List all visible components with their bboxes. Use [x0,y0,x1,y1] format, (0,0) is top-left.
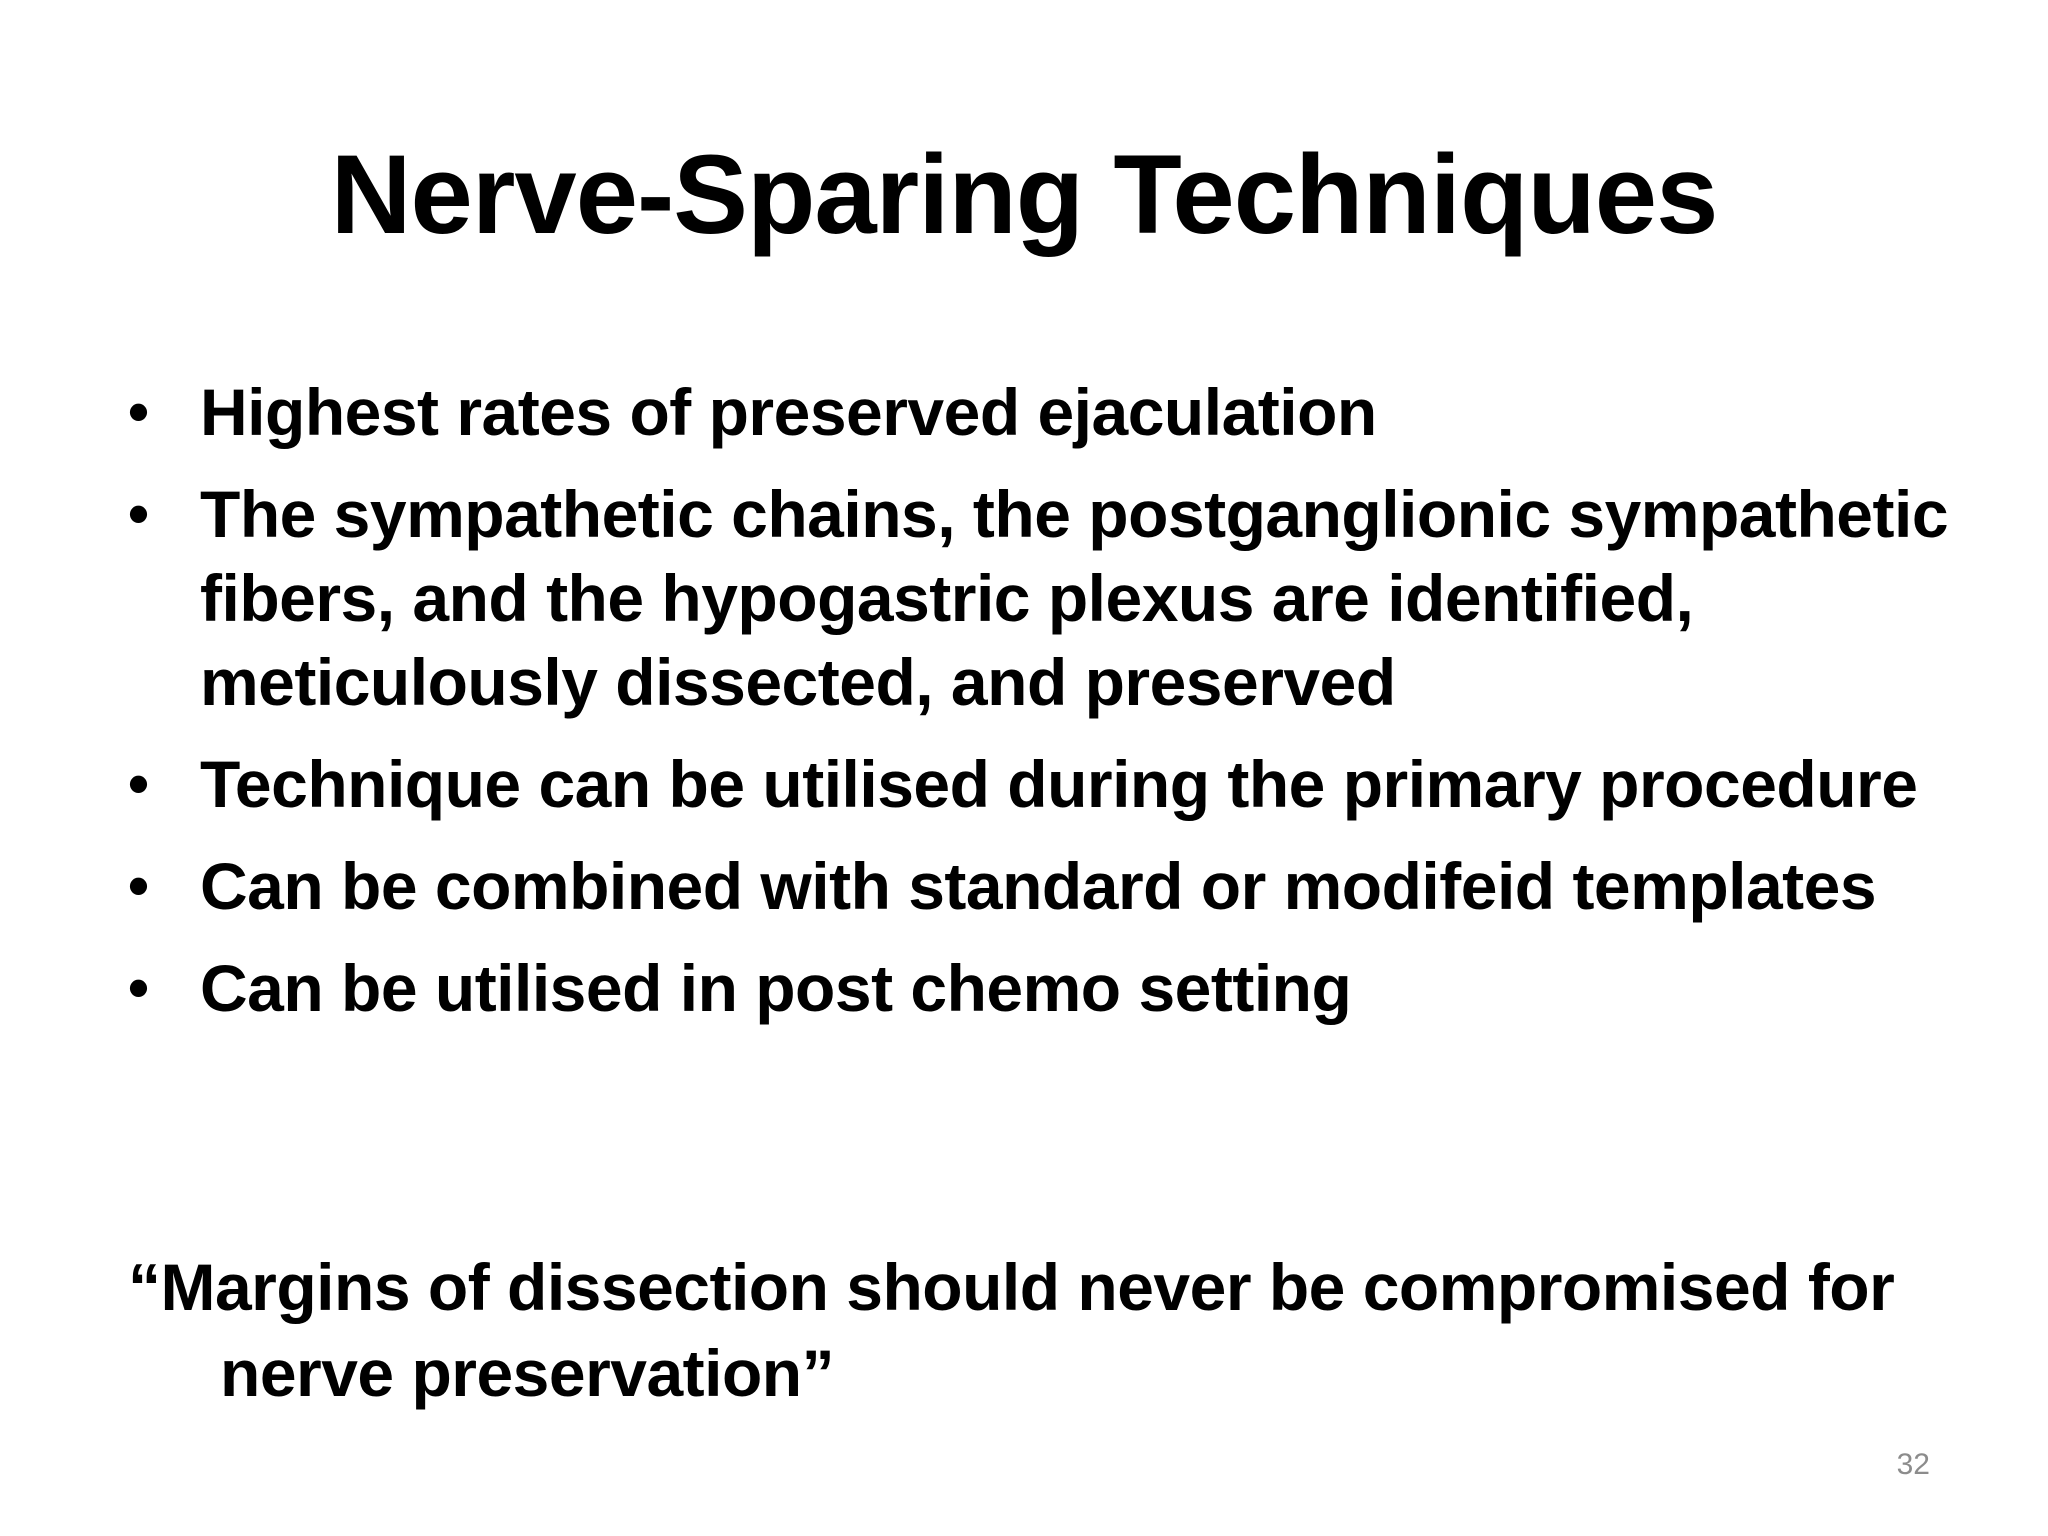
bullet-icon: • [128,852,149,919]
bullet-text: Can be utilised in post chemo setting [200,951,1352,1025]
bullet-icon: • [128,750,149,817]
list-item [128,844,2008,928]
page-number: 32 [1896,1448,1930,1481]
bullet-icon: • [128,480,149,547]
bullet-text: Can be combined with standard or modifeid templates [200,849,1877,923]
bullet-icon: • [128,378,149,445]
list-item [128,370,2008,454]
slide-title: Nerve-Sparing Techniques [330,132,1718,257]
bullet-text: Highest rates of preserved ejaculation [200,375,1377,449]
bullet-icon: • [128,954,149,1021]
quote-text: “Margins of dissection should never be compromised for nerve preservation” [128,1250,1895,1410]
bullet-text: Technique can be utilised during the primary procedure [200,747,1918,821]
list-item [128,742,2008,826]
bullet-text: The sympathetic chains, the postganglionic sympathetic fibers, and the hypogastric plexus are identified, meticulously dissected, and preserved [200,477,1949,719]
list-item [128,472,2008,724]
bullet-list [128,370,2008,1048]
list-item [128,946,2008,1030]
